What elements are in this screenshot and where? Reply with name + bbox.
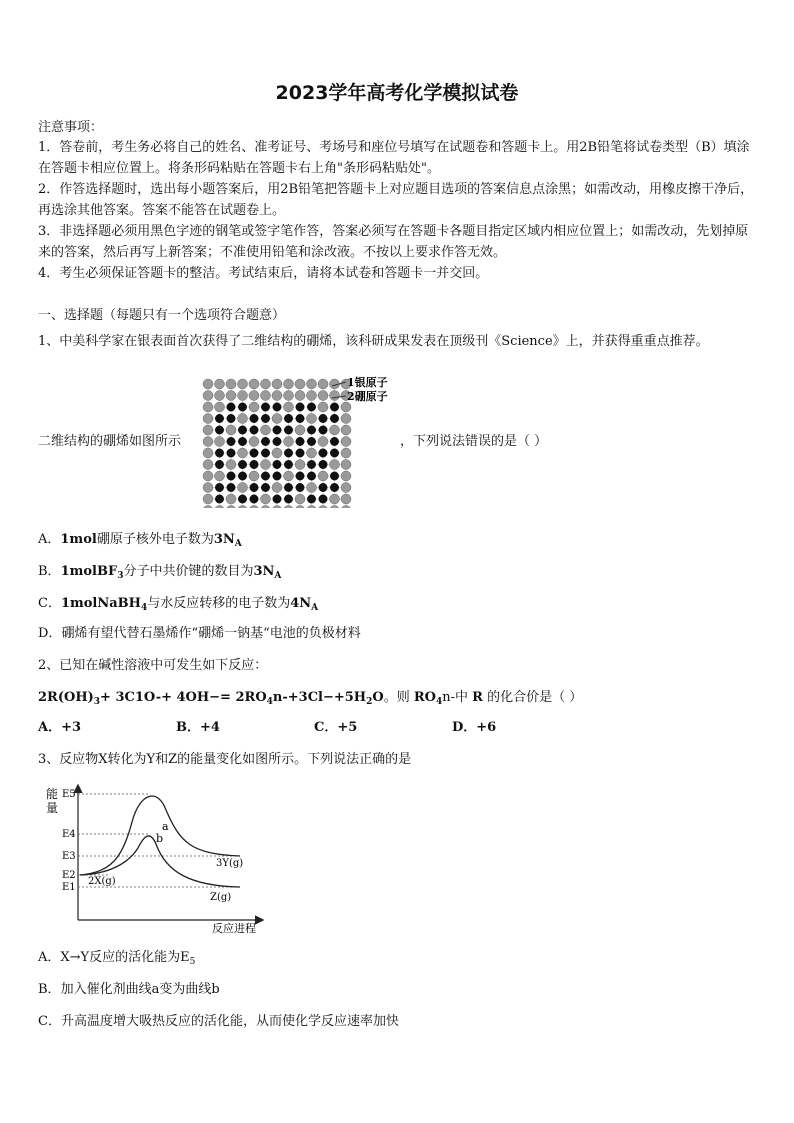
boron-atom <box>227 449 235 457</box>
boron-atom <box>273 495 281 503</box>
boron-atom <box>261 437 269 445</box>
option-c-value: 4N <box>290 596 312 611</box>
option-b-sub1: 3 <box>117 571 124 581</box>
option-letter: A． <box>38 950 61 965</box>
eq-part: 。则 <box>383 690 414 705</box>
option-letter: D． <box>38 626 62 641</box>
silver-atom <box>295 460 305 470</box>
silver-atom <box>226 494 236 504</box>
option-a-sub: A <box>234 539 242 549</box>
boron-atom <box>273 460 281 468</box>
notice-item-4: 4．考生必须保证答题卡的整洁。考试结束后，请将本试卷和答题卡一并交回。 <box>38 266 489 281</box>
boron-atom <box>296 449 304 457</box>
silver-atom <box>203 379 213 389</box>
boron-atom <box>273 472 281 480</box>
section-heading: 一、选择题（每题只有一个选项符合题意） <box>38 308 286 323</box>
silver-atom <box>226 379 236 389</box>
silver-atom <box>215 437 225 447</box>
boron-atom <box>330 437 338 445</box>
product-y-label: 3Y(g) <box>216 858 244 869</box>
boron-atom <box>319 426 327 434</box>
e5-label: E5 <box>62 789 76 800</box>
boron-atom <box>296 414 304 422</box>
boron-atom <box>330 449 338 457</box>
boron-atom <box>250 460 258 468</box>
silver-atom <box>226 391 236 401</box>
e4-label: E4 <box>62 829 76 840</box>
boron-atom <box>261 449 269 457</box>
q3-option-a[interactable] <box>38 948 195 972</box>
eq-part: n-中 <box>442 690 473 705</box>
boron-atom <box>227 403 235 411</box>
q2-option-b[interactable]: B．+4 <box>176 720 220 735</box>
y-axis-label: 量 <box>46 801 59 815</box>
boron-atom <box>319 414 327 422</box>
q2-option-c[interactable]: C．+5 <box>314 720 358 735</box>
boron-atom <box>250 483 258 491</box>
silver-atom <box>295 391 305 401</box>
silver-atom <box>330 494 340 504</box>
boron-atom <box>284 460 292 468</box>
eq-sub: 4 <box>266 697 273 707</box>
silver-atom <box>330 460 340 470</box>
silver-atom <box>341 448 351 458</box>
boron-atom <box>273 426 281 434</box>
q1-lead: 二维结构的硼烯如图所示 <box>38 434 182 449</box>
boron-atom <box>284 449 292 457</box>
option-a-sub: 5 <box>189 957 196 967</box>
option-b-text: 分子中共价键的数目为 <box>123 564 254 579</box>
boron-atom <box>319 449 327 457</box>
boron-atom <box>273 403 281 411</box>
boron-atom <box>238 495 246 503</box>
boron-atom <box>227 437 235 445</box>
boron-atom <box>330 403 338 411</box>
silver-atom <box>261 391 271 401</box>
boron-atom <box>261 414 269 422</box>
silver-atom <box>341 506 351 509</box>
e1-label: E1 <box>62 882 76 893</box>
silver-atom <box>203 448 213 458</box>
boron-atom <box>319 483 327 491</box>
silver-atom <box>215 471 225 481</box>
option-a-text: X→Y反应的活化能为E <box>60 950 190 965</box>
silver-atom <box>215 402 225 412</box>
silver-atom <box>341 425 351 435</box>
silver-atom <box>330 391 340 401</box>
silver-atom <box>295 494 305 504</box>
option-d-text: 硼烯有望代替石墨烯作“硼烯一钠基“电池的负极材料 <box>61 626 361 641</box>
silver-atom <box>272 414 282 424</box>
boron-atom <box>215 483 223 491</box>
silver-atom <box>295 506 305 509</box>
boron-atom <box>330 483 338 491</box>
silver-atom <box>261 506 271 509</box>
silver-atom <box>238 506 248 509</box>
silver-atom <box>284 402 294 412</box>
option-letter: C． <box>38 596 61 611</box>
silver-atom <box>284 471 294 481</box>
boron-atom <box>284 495 292 503</box>
q1-stem: 1、中美科学家在银表面首次获得了二维结构的硼烯，该科研成果发表在顶级刊《Science》上，并获得重重点推荐。 <box>38 334 709 349</box>
boron-atom <box>250 449 258 457</box>
silver-atom <box>203 414 213 424</box>
q2-option-d[interactable]: D．+6 <box>452 720 497 735</box>
reactant-x-label: 2X(g) <box>88 876 116 887</box>
boron-atom <box>250 495 258 503</box>
boron-atom <box>238 426 246 434</box>
boron-atom <box>238 460 246 468</box>
silver-atom <box>284 379 294 389</box>
silver-atom <box>272 483 282 493</box>
notice-heading: 注意事项： <box>38 120 104 135</box>
silver-atom <box>307 391 317 401</box>
q2-equation <box>38 688 582 712</box>
silver-atom <box>203 506 213 509</box>
boron-atom <box>227 414 235 422</box>
silver-atom <box>284 391 294 401</box>
silver-atom <box>318 379 328 389</box>
option-b-value: 3N <box>253 564 275 579</box>
q2-stem: 2、已知在碱性溶液中可发生如下反应： <box>38 658 268 673</box>
legend-boron-atom: 2硼原子 <box>347 390 388 403</box>
boron-atom <box>227 483 235 491</box>
boron-atom <box>215 449 223 457</box>
silver-atom <box>307 448 317 458</box>
energy-diagram <box>40 782 270 934</box>
notice-item-2: 2．作答选择题时，选出每小题答案后，用2B铅笔把答题卡上对应题目选项的答案信息点涂黑；如需改动，用橡皮擦干净后，再选涂其他答案。答案不能答在试题卷上。 <box>38 182 754 218</box>
boron-atom <box>330 414 338 422</box>
boron-atom <box>227 472 235 480</box>
silver-atom <box>341 414 351 424</box>
legend-silver-atom: 1银原子 <box>347 376 388 389</box>
silver-atom <box>226 460 236 470</box>
q1-option-c[interactable] <box>38 594 318 618</box>
q3-stem: 3、反应物X转化为Y和Z的能量变化如图所示。下列说法正确的是 <box>38 752 412 767</box>
boron-atom <box>250 414 258 422</box>
e2-label: E2 <box>62 870 76 881</box>
option-b-sub: A <box>274 571 282 581</box>
silver-atom <box>272 391 282 401</box>
boron-atom <box>215 414 223 422</box>
eq-part: RO <box>413 690 436 705</box>
silver-atom <box>318 471 328 481</box>
silver-atom <box>261 425 271 435</box>
silver-atom <box>261 460 271 470</box>
silver-atom <box>249 391 259 401</box>
option-letter: B． <box>38 564 61 579</box>
boron-atom <box>307 403 315 411</box>
option-letter: A． <box>38 532 61 547</box>
product-z-label: Z(g) <box>210 892 232 903</box>
silver-atom <box>226 506 236 509</box>
boron-atom <box>261 483 269 491</box>
silver-atom <box>249 402 259 412</box>
option-c-sub1: 4 <box>140 603 148 613</box>
silver-atom <box>226 425 236 435</box>
eq-sub: 4 <box>435 697 443 707</box>
silver-atom <box>238 414 248 424</box>
boron-atom <box>215 426 223 434</box>
silver-atom <box>272 448 282 458</box>
silver-atom <box>318 437 328 447</box>
silver-atom <box>203 471 213 481</box>
option-c-bold: 1molNaBH <box>60 596 141 611</box>
silver-atom <box>341 437 351 447</box>
silver-atom <box>238 379 248 389</box>
curve-b-label: b <box>156 832 164 845</box>
q2-option-a[interactable]: A．+3 <box>38 720 82 735</box>
silver-atom <box>203 437 213 447</box>
option-b-text: 加入催化剂曲线a变为曲线b <box>60 982 220 997</box>
option-c-text: 升高温度增大吸热反应的活化能，从而使化学反应速率加快 <box>60 1014 399 1029</box>
silver-atom <box>284 506 294 509</box>
boron-atom <box>238 437 246 445</box>
silver-atom <box>261 494 271 504</box>
q3-option-c[interactable] <box>38 1012 399 1032</box>
boron-atom <box>261 472 269 480</box>
e3-label: E3 <box>62 851 76 862</box>
silver-atom <box>307 506 317 509</box>
silver-atom <box>318 402 328 412</box>
eq-part: 的化合价是（ ） <box>482 690 583 705</box>
silver-atom <box>261 379 271 389</box>
notice-item-3: 3．非选择题必须用黑色字迹的钢笔或签字笔作答，答案必须写在答题卡各题目指定区域内相应位置上；如需改动，先划掉原来的答案，然后再写上新答案；不准使用铅笔和涂改液。不按以上要求作答无效。 <box>38 224 749 260</box>
eq-part: 2R(OH) <box>38 690 94 705</box>
silver-atom <box>307 414 317 424</box>
eq-part: R <box>472 690 483 705</box>
silver-atom <box>341 471 351 481</box>
boron-atom <box>296 403 304 411</box>
boron-atom <box>273 437 281 445</box>
option-letter: C． <box>38 1014 61 1029</box>
silver-atom <box>307 483 317 493</box>
boron-atom <box>319 460 327 468</box>
boron-atom <box>215 495 223 503</box>
silver-atom <box>341 483 351 493</box>
x-axis-label: 反应进程 <box>212 922 256 934</box>
silver-atom <box>249 437 259 447</box>
eq-part: n-+3Cl−+5H <box>272 690 367 705</box>
silver-atom <box>272 379 282 389</box>
boron-atom <box>307 472 315 480</box>
page-title: 2023学年高考化学模拟试卷 <box>275 82 519 104</box>
boron-atom <box>284 426 292 434</box>
silver-atom <box>295 379 305 389</box>
atom-lattice <box>203 379 351 508</box>
option-a-bold: 1mol <box>60 532 97 547</box>
option-c-text: 与水反应转移的电子数为 <box>147 596 291 611</box>
curve-a-label: a <box>162 820 169 833</box>
q1-option-b[interactable] <box>38 562 281 586</box>
boron-atom <box>296 472 304 480</box>
borophene-structure-figure <box>198 376 398 508</box>
option-a-text: 硼原子核外电子数为 <box>96 532 214 547</box>
silver-atom <box>341 402 351 412</box>
silver-atom <box>203 494 213 504</box>
silver-atom <box>341 494 351 504</box>
silver-atom <box>203 460 213 470</box>
silver-atom <box>330 425 340 435</box>
boron-atom <box>284 483 292 491</box>
eq-sub: 3 <box>93 697 101 707</box>
boron-atom <box>319 495 327 503</box>
boron-atom <box>238 472 246 480</box>
silver-atom <box>249 471 259 481</box>
boron-atom <box>307 495 315 503</box>
silver-atom <box>330 506 340 509</box>
silver-atom <box>284 437 294 447</box>
silver-atom <box>318 506 328 509</box>
silver-atom <box>238 448 248 458</box>
eq-sub: 2 <box>366 697 373 707</box>
boron-atom <box>261 403 269 411</box>
silver-atom <box>249 506 259 509</box>
silver-atom <box>295 425 305 435</box>
silver-atom <box>249 379 259 389</box>
silver-atom <box>203 425 213 435</box>
silver-atom <box>272 506 282 509</box>
boron-atom <box>330 472 338 480</box>
silver-atom <box>341 460 351 470</box>
silver-atom <box>203 483 213 493</box>
q3-option-b[interactable] <box>38 980 220 1000</box>
option-a-value: 3N <box>213 532 235 547</box>
boron-atom <box>307 426 315 434</box>
boron-atom <box>250 426 258 434</box>
q1-option-a[interactable] <box>38 530 242 554</box>
option-b-bold: 1molBF <box>60 564 118 579</box>
silver-atom <box>203 402 213 412</box>
boron-atom <box>296 483 304 491</box>
silver-atom <box>307 379 317 389</box>
q1-tail: ，下列说法错误的是（ ） <box>400 434 548 449</box>
silver-atom <box>238 483 248 493</box>
eq-part: O <box>372 690 384 705</box>
option-c-sub: A <box>311 603 319 613</box>
silver-atom <box>215 506 225 509</box>
silver-atom <box>318 391 328 401</box>
boron-atom <box>296 437 304 445</box>
boron-atom <box>284 414 292 422</box>
silver-atom <box>203 391 213 401</box>
boron-atom <box>307 460 315 468</box>
notice-item-1: 1．答卷前，考生务必将自己的姓名、准考证号、考场号和座位号填写在试题卷和答题卡上。用2B铅笔将试卷类型（B）填涂在答题卡相应位置上。将条形码粘贴在答题卡右上角"条形码粘贴处"。 <box>38 140 750 176</box>
y-axis-label: 能 <box>46 787 59 801</box>
boron-atom <box>238 403 246 411</box>
silver-atom <box>215 379 225 389</box>
silver-atom <box>238 391 248 401</box>
eq-part: + 3C1O-+ 4OH−= 2RO <box>100 690 267 705</box>
option-letter: B． <box>38 982 61 997</box>
q1-option-d[interactable] <box>38 624 361 644</box>
boron-atom <box>307 437 315 445</box>
silver-atom <box>215 391 225 401</box>
boron-atom <box>215 460 223 468</box>
